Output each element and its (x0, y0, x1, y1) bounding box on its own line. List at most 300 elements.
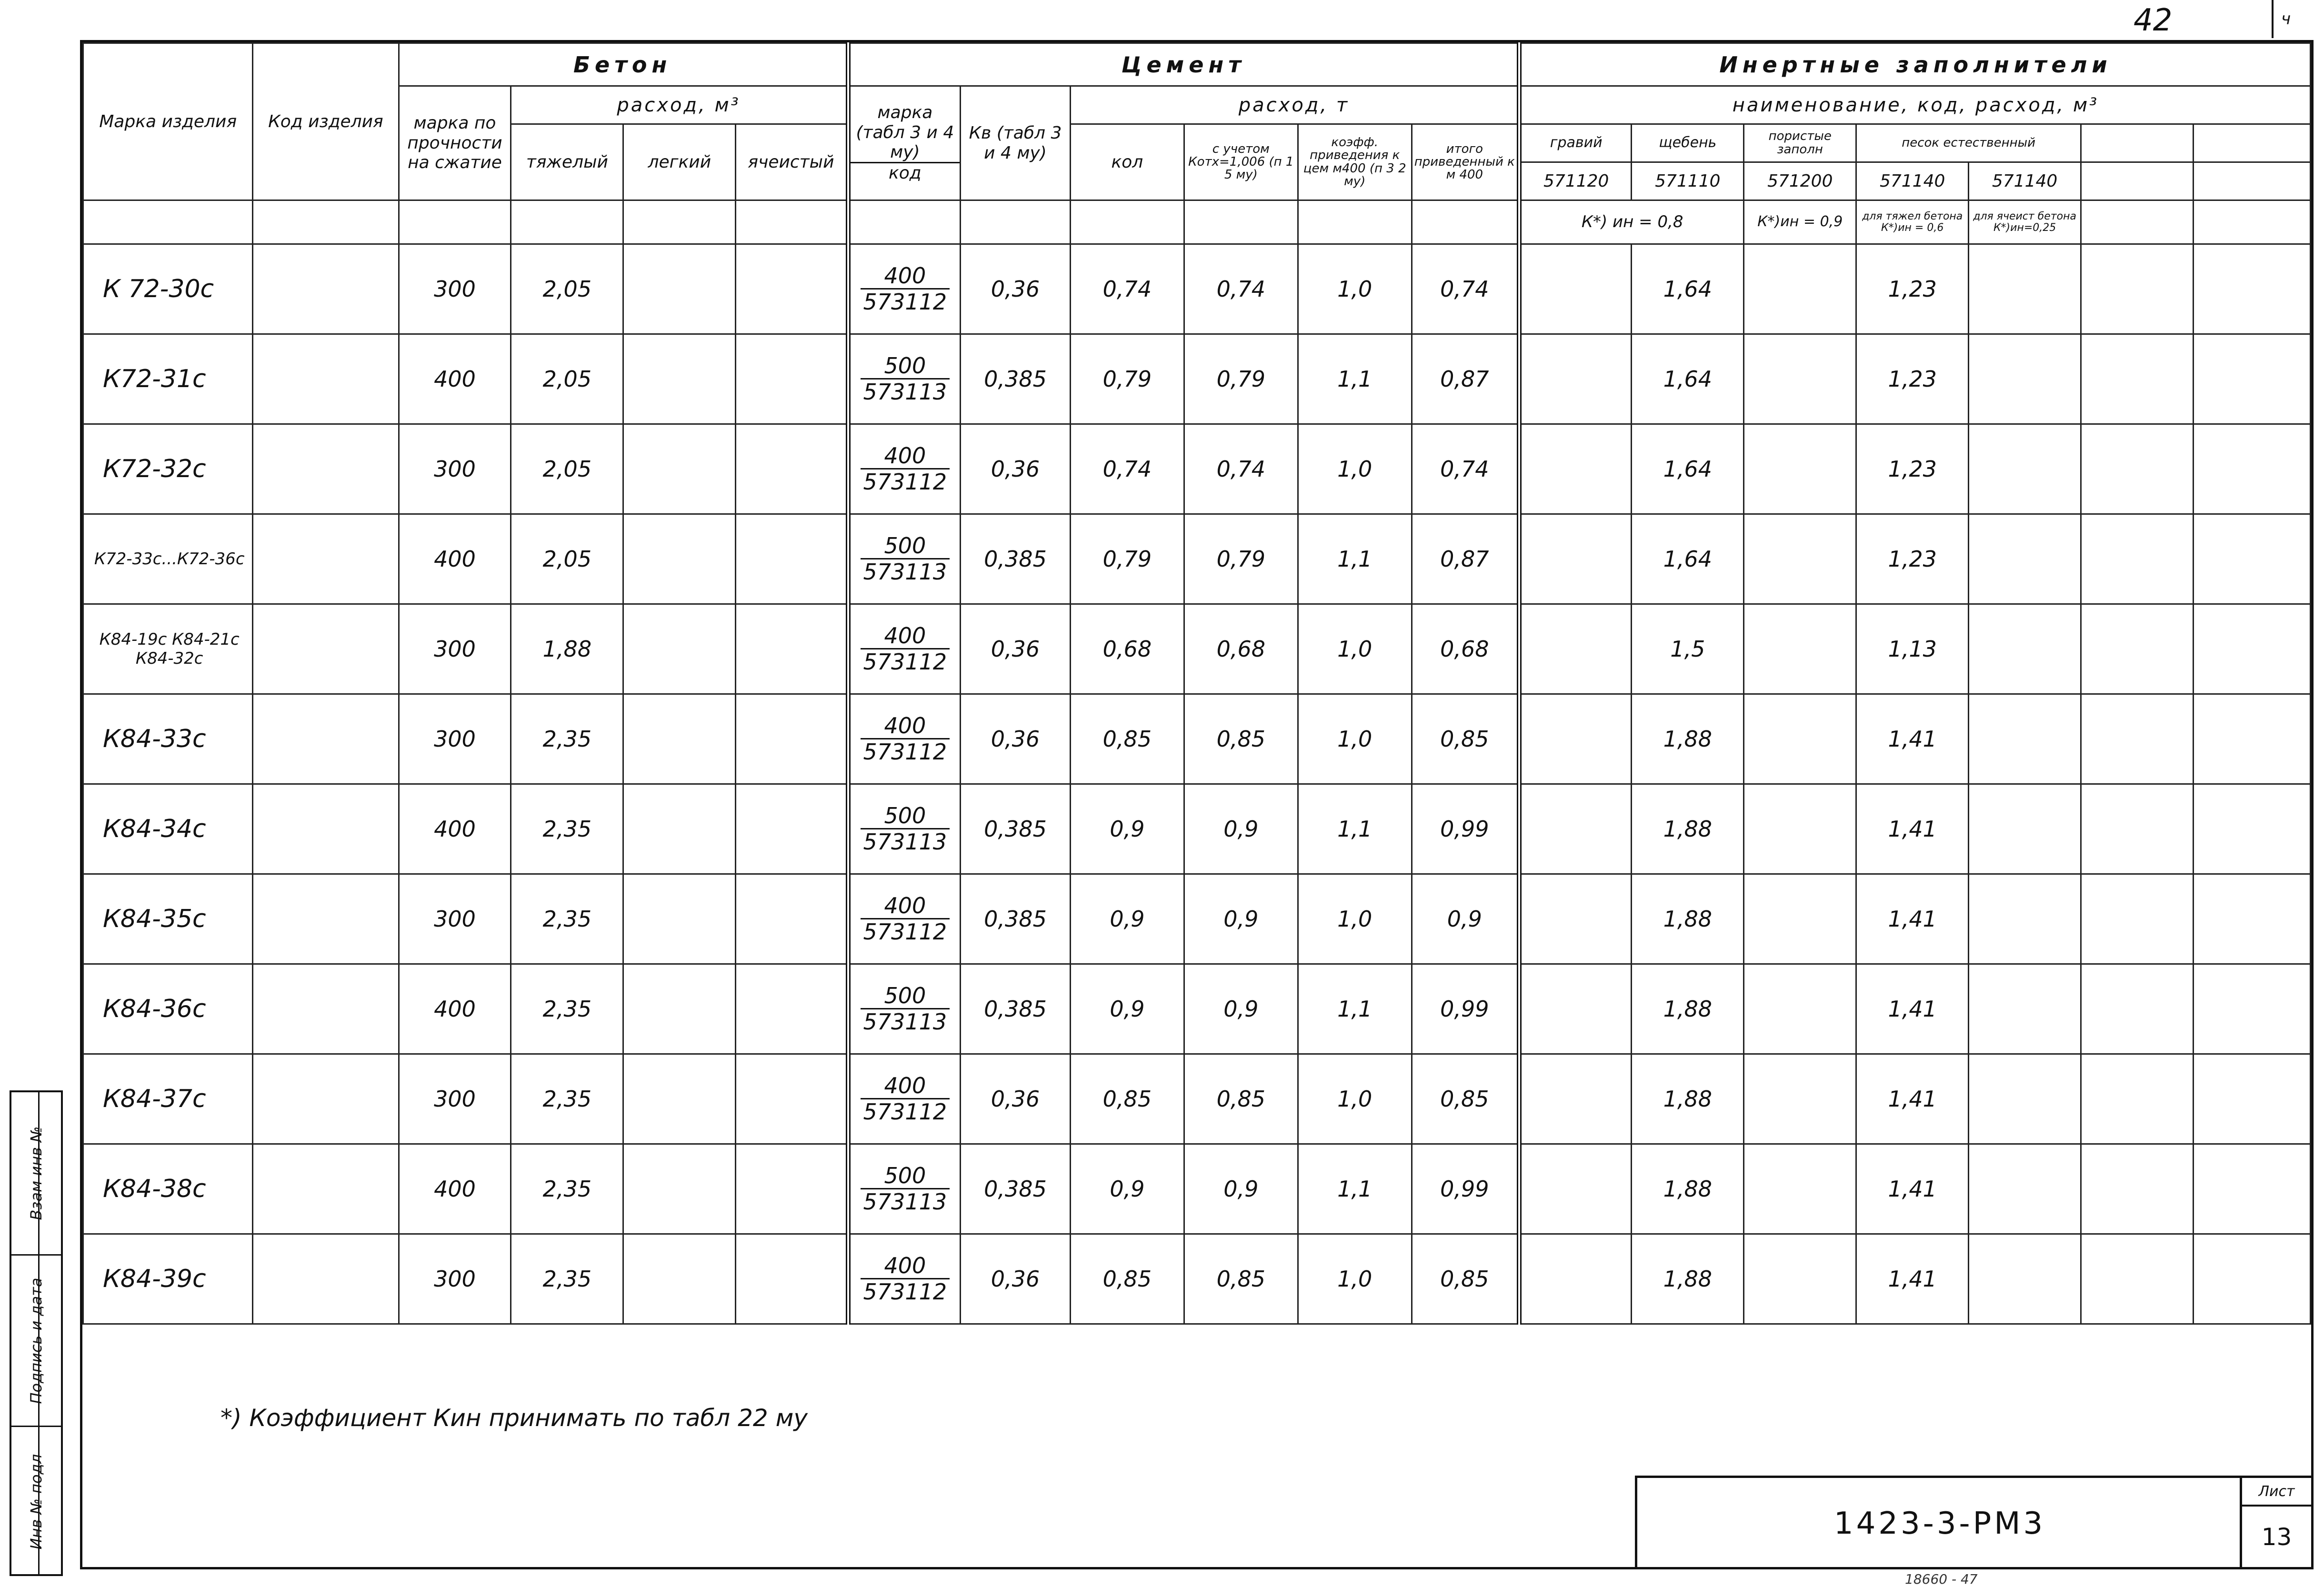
cell-kv: 0,36 (961, 424, 1071, 514)
table-row (83, 694, 2311, 784)
cell-cement-grade (848, 244, 961, 334)
header-inert-empty-1 (2081, 124, 2194, 162)
cell-code (253, 334, 399, 424)
cement-grade-value: 500 (861, 533, 950, 560)
cement-grade-fraction (861, 263, 950, 315)
cell-gravel (1519, 334, 1632, 424)
cell-porous (1744, 964, 1856, 1054)
header-beton-grade: марка по прочности на сжатие (399, 86, 511, 200)
cell-gravel (1519, 1144, 1632, 1234)
cement-grade-value: 500 (861, 1163, 950, 1190)
side-label-podpis: Подпись и дата (27, 1277, 45, 1404)
cell-cement-grade (848, 604, 961, 694)
inert-empty-code-1 (2081, 162, 2194, 200)
cell-light (623, 784, 736, 874)
cement-code-value: 573112 (863, 289, 947, 315)
cell-coef: 1,1 (1298, 1144, 1412, 1234)
cell-extra-2 (2193, 514, 2310, 604)
cell-sand-heavy: 1,41 (1856, 694, 1969, 784)
cell-col: 0,9 (1070, 874, 1184, 964)
cell-mark: К84-38с (83, 1144, 253, 1234)
cell-porous (1744, 334, 1856, 424)
cell-light (623, 334, 736, 424)
cell-extra-2 (2193, 964, 2310, 1054)
cell-total: 0,85 (1412, 1234, 1519, 1324)
cell-extra-1 (2081, 964, 2194, 1054)
cement-grade-value: 400 (861, 713, 950, 740)
cell-gravel (1519, 604, 1632, 694)
cell-total: 0,85 (1412, 694, 1519, 784)
cell-crushed: 1,88 (1632, 784, 1744, 874)
cell-grade: 300 (399, 424, 511, 514)
cell-coef: 1,1 (1298, 514, 1412, 604)
cell-grade: 400 (399, 964, 511, 1054)
cell-light (623, 514, 736, 604)
header-mark: Марка изделия (83, 43, 253, 200)
cell-crushed: 1,88 (1632, 1144, 1744, 1234)
header-cement-consumption: расход, т (1070, 86, 1519, 124)
cell-heavy: 2,35 (511, 694, 623, 784)
table-row (83, 784, 2311, 874)
cell-gravel (1519, 784, 1632, 874)
cell-extra-1 (2081, 694, 2194, 784)
cell-mark: К72-33с...К72-36с (83, 514, 253, 604)
cell-cellular (736, 604, 848, 694)
cell-kv: 0,36 (961, 604, 1071, 694)
k-empty-1 (2081, 200, 2194, 244)
cell-light (623, 604, 736, 694)
crushed-code: 571110 (1632, 162, 1744, 200)
cell-sand-heavy: 1,41 (1856, 1234, 1969, 1324)
cell-crushed: 1,64 (1632, 514, 1744, 604)
cell-extra-1 (2081, 514, 2194, 604)
table-row (83, 964, 2311, 1054)
cell-heavy: 2,05 (511, 244, 623, 334)
cell-crushed: 1,88 (1632, 1234, 1744, 1324)
cell-coef: 1,0 (1298, 424, 1412, 514)
header-fill-6 (736, 200, 848, 244)
cell-col: 0,79 (1070, 514, 1184, 604)
document-code: 1423-3-РМ3 (1833, 1506, 2046, 1541)
sheet-label: Лист (2242, 1478, 2311, 1507)
header-cement-grade-bottom: код (889, 163, 922, 183)
cell-extra-1 (2081, 874, 2194, 964)
cell-extra-1 (2081, 604, 2194, 694)
cell-extra-1 (2081, 1054, 2194, 1144)
cell-coef: 1,0 (1298, 244, 1412, 334)
cell-cement-grade (848, 1234, 961, 1324)
cell-total: 0,74 (1412, 424, 1519, 514)
inert-empty-code-2 (2193, 162, 2310, 200)
cell-light (623, 874, 736, 964)
cement-grade-fraction (861, 893, 950, 945)
cement-code-value: 573112 (863, 739, 947, 765)
cell-mark: К84-35с (83, 874, 253, 964)
cell-crushed: 1,88 (1632, 1054, 1744, 1144)
cell-gravel (1519, 1054, 1632, 1144)
cell-code (253, 694, 399, 784)
cell-code (253, 874, 399, 964)
cell-sand-cellular (1969, 1054, 2081, 1144)
footnote: *) Коэффициент Кин принимать по табл 22 му (220, 1404, 808, 1432)
cell-extra-1 (2081, 334, 2194, 424)
cell-extra-2 (2193, 334, 2310, 424)
header-fill-2 (253, 200, 399, 244)
cell-cement-grade (848, 784, 961, 874)
cell-col: 0,74 (1070, 424, 1184, 514)
cement-grade-fraction (861, 353, 950, 405)
side-cell-podpis (11, 1254, 61, 1426)
header-beton-consumption: расход, м³ (511, 86, 848, 124)
cell-gravel (1519, 874, 1632, 964)
cell-grade: 300 (399, 604, 511, 694)
cell-col: 0,9 (1070, 964, 1184, 1054)
cell-kv: 0,36 (961, 1234, 1071, 1324)
cement-code-value: 573113 (863, 1009, 947, 1035)
cell-sand-cellular (1969, 874, 2081, 964)
materials-table (82, 42, 2311, 1325)
header-cement-coef: коэфф. приведения к цем м400 (п 3 2 му) (1298, 124, 1412, 200)
cell-cellular (736, 1234, 848, 1324)
cell-gravel (1519, 244, 1632, 334)
cell-grade: 300 (399, 1054, 511, 1144)
cell-cement-grade (848, 334, 961, 424)
cell-gravel (1519, 424, 1632, 514)
cell-extra-2 (2193, 604, 2310, 694)
cell-extra-2 (2193, 874, 2310, 964)
cement-grade-fraction (861, 1253, 950, 1305)
cell-extra-2 (2193, 784, 2310, 874)
sand-note-1: для тяжел бетона К*)ин = 0,6 (1856, 200, 1969, 244)
cell-coef: 1,1 (1298, 964, 1412, 1054)
cell-extra-1 (2081, 424, 2194, 514)
bottom-scribble: 18660 - 47 (1905, 1571, 1978, 1587)
cell-porous (1744, 874, 1856, 964)
cell-with: 0,79 (1184, 514, 1298, 604)
cell-light (623, 424, 736, 514)
cell-cellular (736, 694, 848, 784)
sheet-handwritten-number: 42 (2134, 3, 2173, 38)
title-block (1635, 1476, 2311, 1569)
cell-heavy: 2,05 (511, 424, 623, 514)
cell-kv: 0,385 (961, 964, 1071, 1054)
header-fill-1 (83, 200, 253, 244)
cell-extra-1 (2081, 1234, 2194, 1324)
cell-sand-heavy: 1,41 (1856, 874, 1969, 964)
cell-gravel (1519, 964, 1632, 1054)
cell-extra-1 (2081, 1144, 2194, 1234)
header-inert: Инертные заполнители (1519, 43, 2310, 86)
cement-code-value: 573113 (863, 829, 947, 855)
cell-porous (1744, 694, 1856, 784)
cell-sand-heavy: 1,41 (1856, 1144, 1969, 1234)
cell-heavy: 2,35 (511, 874, 623, 964)
cell-grade: 300 (399, 874, 511, 964)
cell-porous (1744, 1234, 1856, 1324)
cement-grade-value: 500 (861, 353, 950, 380)
cell-cellular (736, 244, 848, 334)
cell-coef: 1,1 (1298, 784, 1412, 874)
cell-light (623, 1144, 736, 1234)
cell-porous (1744, 424, 1856, 514)
cement-grade-value: 400 (861, 893, 950, 920)
cell-sand-cellular (1969, 784, 2081, 874)
cell-mark: К84-33с (83, 694, 253, 784)
header-fill-4 (511, 200, 623, 244)
cement-grade-fraction (861, 443, 950, 495)
cell-total: 0,99 (1412, 1144, 1519, 1234)
cell-porous (1744, 1054, 1856, 1144)
cell-cellular (736, 784, 848, 874)
cell-kv: 0,385 (961, 874, 1071, 964)
cell-extra-2 (2193, 1234, 2310, 1324)
table-row (83, 874, 2311, 964)
cell-code (253, 784, 399, 874)
cell-col: 0,68 (1070, 604, 1184, 694)
cement-grade-value: 400 (861, 1073, 950, 1100)
cement-grade-fraction (861, 1073, 950, 1125)
cell-porous (1744, 244, 1856, 334)
cement-code-value: 573113 (863, 379, 947, 405)
cell-with: 0,9 (1184, 874, 1298, 964)
cell-gravel (1519, 514, 1632, 604)
cell-grade: 300 (399, 694, 511, 784)
header-fill-10 (1184, 200, 1298, 244)
cell-cement-grade (848, 964, 961, 1054)
cell-code (253, 604, 399, 694)
header-cement-with: с учетом Котх=1,006 (п 1 5 му) (1184, 124, 1298, 200)
header-fill-12 (1412, 200, 1519, 244)
cell-light (623, 244, 736, 334)
cell-total: 0,99 (1412, 784, 1519, 874)
header-cement: Цемент (848, 43, 1519, 86)
cell-extra-2 (2193, 1054, 2310, 1144)
cell-with: 0,79 (1184, 334, 1298, 424)
header-beton-heavy: тяжелый (511, 124, 623, 200)
cell-crushed: 1,64 (1632, 334, 1744, 424)
sheet-number: 13 (2261, 1523, 2292, 1551)
header-sand: песок естественный (1856, 124, 2081, 162)
header-inert-subtitle: наименование, код, расход, м³ (1519, 86, 2310, 124)
cell-sand-heavy: 1,41 (1856, 964, 1969, 1054)
header-cement-total: итого приведенный к м 400 (1412, 124, 1519, 200)
header-cement-grade-top: марка (табл 3 и 4 му) (851, 103, 960, 163)
side-cell-vzam (11, 1092, 61, 1254)
cell-sand-cellular (1969, 514, 2081, 604)
sand-code-1: 571140 (1856, 162, 1969, 200)
cell-sand-heavy: 1,41 (1856, 784, 1969, 874)
cell-cellular (736, 514, 848, 604)
cell-col: 0,85 (1070, 694, 1184, 784)
cell-cement-grade (848, 1054, 961, 1144)
header-porous: пористые заполн (1744, 124, 1856, 162)
cell-extra-2 (2193, 424, 2310, 514)
k-coef-2: К*)ин = 0,9 (1744, 200, 1856, 244)
cell-cellular (736, 334, 848, 424)
side-label-inv: Инв № подл (27, 1454, 45, 1549)
cell-col: 0,85 (1070, 1054, 1184, 1144)
cell-crushed: 1,88 (1632, 964, 1744, 1054)
cement-grade-fraction (861, 803, 950, 855)
cement-grade-fraction (861, 983, 950, 1035)
cell-cement-grade (848, 694, 961, 784)
cell-heavy: 2,35 (511, 964, 623, 1054)
cell-cellular (736, 424, 848, 514)
cell-sand-cellular (1969, 964, 2081, 1054)
cell-heavy: 2,05 (511, 514, 623, 604)
cell-cement-grade (848, 424, 961, 514)
cell-crushed: 1,64 (1632, 244, 1744, 334)
cell-cellular (736, 874, 848, 964)
gravel-code: 571120 (1519, 162, 1632, 200)
table-row (83, 244, 2311, 334)
side-cell-inv (11, 1426, 61, 1576)
cement-grade-value: 400 (861, 443, 950, 470)
cell-sand-heavy: 1,23 (1856, 244, 1969, 334)
cell-col: 0,85 (1070, 1234, 1184, 1324)
header-cement-grade (848, 86, 961, 200)
sand-code-2: 571140 (1969, 162, 2081, 200)
cell-cellular (736, 964, 848, 1054)
cell-crushed: 1,5 (1632, 604, 1744, 694)
cell-light (623, 1054, 736, 1144)
cell-mark: К 72-30с (83, 244, 253, 334)
cell-coef: 1,0 (1298, 694, 1412, 784)
cement-grade-fraction (861, 623, 950, 675)
cement-grade-fraction (861, 533, 950, 585)
cell-cement-grade (848, 874, 961, 964)
cell-with: 0,68 (1184, 604, 1298, 694)
header-inert-empty-2 (2193, 124, 2310, 162)
cell-extra-2 (2193, 1144, 2310, 1234)
header-cement-kv: Кв (табл 3 и 4 му) (961, 86, 1071, 200)
cell-heavy: 2,35 (511, 784, 623, 874)
cell-crushed: 1,88 (1632, 694, 1744, 784)
cement-code-value: 573112 (863, 919, 947, 945)
cell-porous (1744, 784, 1856, 874)
cement-grade-value: 400 (861, 1253, 950, 1280)
cell-sand-cellular (1969, 604, 2081, 694)
cell-total: 0,87 (1412, 514, 1519, 604)
cell-kv: 0,385 (961, 334, 1071, 424)
cell-kv: 0,36 (961, 1054, 1071, 1144)
cell-grade: 400 (399, 514, 511, 604)
table-row (83, 514, 2311, 604)
cell-coef: 1,0 (1298, 1054, 1412, 1144)
cell-gravel (1519, 1234, 1632, 1324)
sheet-number-cell (2240, 1478, 2311, 1569)
cell-grade: 300 (399, 1234, 511, 1324)
cell-sand-cellular (1969, 1144, 2081, 1234)
cell-sand-heavy: 1,41 (1856, 1054, 1969, 1144)
cell-grade: 300 (399, 244, 511, 334)
cell-sand-heavy: 1,23 (1856, 514, 1969, 604)
cell-cellular (736, 1144, 848, 1234)
cell-sand-heavy: 1,23 (1856, 424, 1969, 514)
header-code: Код изделия (253, 43, 399, 200)
cell-code (253, 1144, 399, 1234)
cell-mark: К84-36с (83, 964, 253, 1054)
cell-with: 0,85 (1184, 1054, 1298, 1144)
header-fill-9 (1070, 200, 1184, 244)
cement-grade-value: 500 (861, 803, 950, 830)
cell-total: 0,99 (1412, 964, 1519, 1054)
cell-with: 0,85 (1184, 694, 1298, 784)
cell-coef: 1,1 (1298, 334, 1412, 424)
cell-sand-heavy: 1,13 (1856, 604, 1969, 694)
header-fill-11 (1298, 200, 1412, 244)
header-beton-cellular: ячеистый (736, 124, 848, 200)
cell-coef: 1,0 (1298, 1234, 1412, 1324)
cell-with: 0,9 (1184, 784, 1298, 874)
cell-heavy: 2,35 (511, 1144, 623, 1234)
side-stamp-frame (10, 1090, 63, 1576)
header-cement-col: кол (1070, 124, 1184, 200)
header-beton: Бетон (399, 43, 848, 86)
table-row (83, 1054, 2311, 1144)
cell-heavy: 2,35 (511, 1054, 623, 1144)
cell-mark: К84-19с К84-21с К84-32с (83, 604, 253, 694)
cell-gravel (1519, 694, 1632, 784)
cell-with: 0,74 (1184, 244, 1298, 334)
cell-light (623, 964, 736, 1054)
cement-code-value: 573113 (863, 559, 947, 585)
cell-sand-cellular (1969, 424, 2081, 514)
sand-note-2: для ячеист бетона К*)ин=0,25 (1969, 200, 2081, 244)
cell-sand-cellular (1969, 334, 2081, 424)
cell-porous (1744, 514, 1856, 604)
cell-kv: 0,385 (961, 784, 1071, 874)
cell-col: 0,74 (1070, 244, 1184, 334)
cell-sand-cellular (1969, 694, 2081, 784)
cell-code (253, 424, 399, 514)
cell-extra-1 (2081, 784, 2194, 874)
header-fill-8 (961, 200, 1071, 244)
cell-total: 0,87 (1412, 334, 1519, 424)
cell-sand-heavy: 1,23 (1856, 334, 1969, 424)
cement-grade-value: 400 (861, 263, 950, 290)
cell-extra-2 (2193, 244, 2310, 334)
header-fill-5 (623, 200, 736, 244)
cement-code-value: 573112 (863, 649, 947, 675)
cell-mark: К72-32с (83, 424, 253, 514)
cell-kv: 0,36 (961, 694, 1071, 784)
cell-light (623, 694, 736, 784)
cell-cellular (736, 1054, 848, 1144)
cell-mark: К84-37с (83, 1054, 253, 1144)
cell-kv: 0,36 (961, 244, 1071, 334)
cell-with: 0,9 (1184, 1144, 1298, 1234)
table-row (83, 1234, 2311, 1324)
header-crushed: щебень (1632, 124, 1744, 162)
k-empty-2 (2193, 200, 2310, 244)
cell-porous (1744, 1144, 1856, 1234)
cement-code-value: 573112 (863, 1279, 947, 1305)
cell-mark: К84-34с (83, 784, 253, 874)
cement-code-value: 573112 (863, 469, 947, 495)
cell-extra-2 (2193, 694, 2310, 784)
cell-mark: К84-39с (83, 1234, 253, 1324)
cell-light (623, 1234, 736, 1324)
cell-with: 0,74 (1184, 424, 1298, 514)
cell-heavy: 2,05 (511, 334, 623, 424)
table-row (83, 604, 2311, 694)
document-sheet (80, 40, 2314, 1569)
cell-total: 0,74 (1412, 244, 1519, 334)
cell-code (253, 514, 399, 604)
cell-grade: 400 (399, 784, 511, 874)
cell-col: 0,9 (1070, 1144, 1184, 1234)
